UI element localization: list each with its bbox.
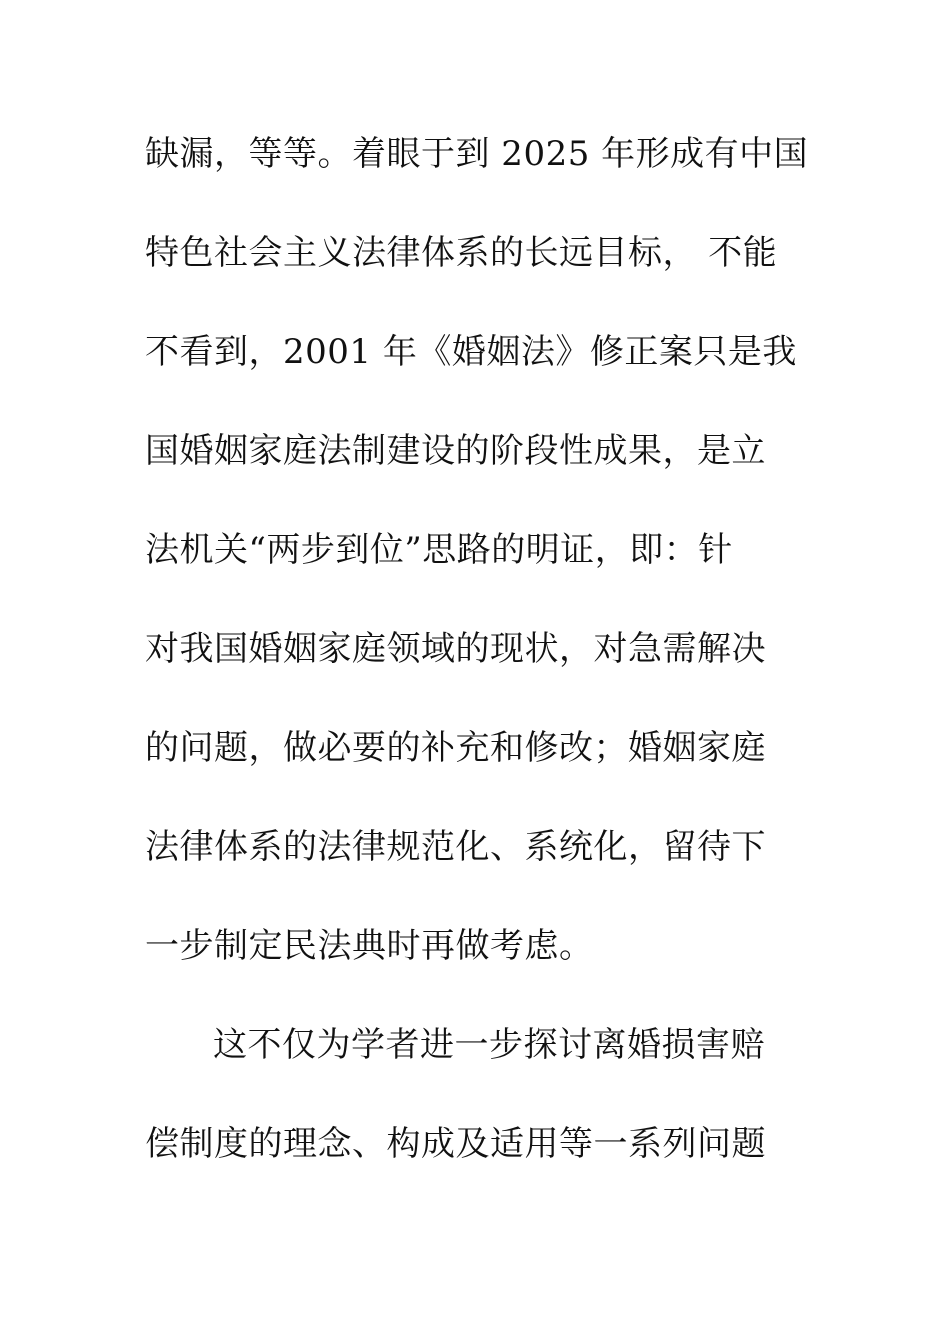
paragraph-line: 法机关“两步到位”思路的明证，即：针 — [145, 530, 733, 570]
paragraph-line: 缺漏，等等。着眼于到 2025 年形成有中国 — [145, 134, 809, 174]
paragraph-line: 对我国婚姻家庭领域的现状，对急需解决 — [145, 629, 766, 669]
paragraph-1 — [145, 118, 809, 1009]
paragraph-line: 偿制度的理念、构成及适用等一系列问题 — [145, 1124, 766, 1164]
paragraph-line: 特色社会主义法律体系的长远目标， 不能 — [145, 233, 778, 273]
paragraph-line: 法律体系的法律规范化、系统化，留待下 — [145, 827, 766, 867]
body-text — [145, 118, 809, 1207]
paragraph-line: 这不仅为学者进一步探讨离婚损害赔 — [213, 1025, 765, 1065]
paragraph-line: 一步制定民法典时再做考虑。 — [145, 926, 594, 966]
paragraph-line: 国婚姻家庭法制建设的阶段性成果，是立 — [145, 431, 766, 471]
paragraph-line: 的问题，做必要的补充和修改；婚姻家庭 — [145, 728, 766, 768]
paragraph-line: 不看到，2001 年《婚姻法》修正案只是我 — [145, 332, 797, 372]
paragraph-2 — [145, 1009, 805, 1207]
